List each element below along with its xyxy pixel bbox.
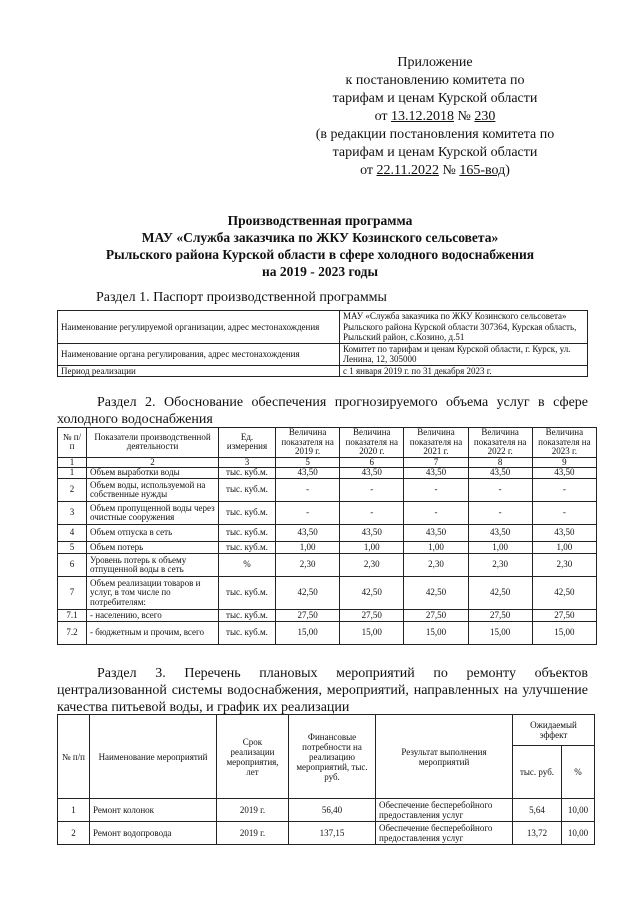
col-number: 2 <box>87 457 219 468</box>
row-number: 6 <box>58 554 87 577</box>
measure-term: 2019 г. <box>217 799 289 822</box>
effect-pct: 10,00 <box>562 822 595 845</box>
row-number: 7 <box>58 577 87 610</box>
indicator-value: 42,50 <box>404 577 468 610</box>
appendix-date-line <box>280 108 590 126</box>
indicator-value: 1,00 <box>276 542 340 554</box>
col-number: 1 <box>58 457 87 468</box>
passport-table <box>57 310 588 377</box>
col-header: Величина показателя на 2020 г. <box>340 428 404 458</box>
indicator-name: Объем потерь <box>87 542 219 554</box>
indicator-unit: % <box>219 554 276 577</box>
col-header: Величина показателя на 2023 г. <box>532 428 596 458</box>
indicator-value: 15,00 <box>532 622 596 645</box>
table-row <box>58 502 597 525</box>
indicator-value: - <box>340 502 404 525</box>
col-number: 3 <box>219 457 276 468</box>
col-header: тыс. руб. <box>513 746 562 799</box>
indicator-value: 43,50 <box>340 525 404 542</box>
indicator-value: 1,00 <box>468 542 532 554</box>
col-header: № п/п <box>58 428 87 458</box>
text-fragment: от <box>360 163 377 178</box>
measure-result: Обеспечение бесперебойного предоставления услуг <box>376 799 513 822</box>
row-number: 7.2 <box>58 622 87 645</box>
indicator-name: Объем пропущенной воды через очистные сооружения <box>87 502 219 525</box>
text-fragment: ) <box>505 163 510 178</box>
table-row <box>58 525 597 542</box>
indicator-value: 43,50 <box>404 525 468 542</box>
resolution-date: 13.12.2018 <box>391 109 455 124</box>
indicator-value: 1,00 <box>532 542 596 554</box>
row-number: 1 <box>58 799 90 822</box>
indicator-value: 43,50 <box>468 468 532 479</box>
row-number: 3 <box>58 502 87 525</box>
row-number: 2 <box>58 822 90 845</box>
indicator-value: 43,50 <box>532 468 596 479</box>
effect-rub: 13,72 <box>513 822 562 845</box>
indicator-unit: тыс. куб.м. <box>219 468 276 479</box>
col-number: 5 <box>276 457 340 468</box>
title-line: МАУ «Служба заказчика по ЖКУ Козинского сельсовета» <box>141 230 499 245</box>
indicator-value: - <box>340 479 404 502</box>
table-row <box>58 542 597 554</box>
text-fragment: от <box>374 109 392 124</box>
table-row <box>58 365 588 377</box>
indicator-unit: тыс. куб.м. <box>219 479 276 502</box>
column-number-row <box>58 457 597 468</box>
appendix-line: тарифам и ценам Курской области <box>332 145 538 160</box>
col-number: 8 <box>468 457 532 468</box>
table-row <box>58 622 597 645</box>
measure-finance: 137,15 <box>289 822 376 845</box>
section2-heading: Раздел 2. Обоснование обеспечения прогнозируемого объема услуг в сфере холодного водоснабжения <box>57 395 588 427</box>
title-line: Рыльского района Курской области в сфере холодного водоснабжения <box>105 247 535 262</box>
indicator-value: 43,50 <box>468 525 532 542</box>
measures-table <box>57 714 595 845</box>
appendix-line: к постановлению комитета по <box>345 73 525 88</box>
row-number: 4 <box>58 525 87 542</box>
col-header: Наименование мероприятий <box>90 715 217 799</box>
indicator-value: 15,00 <box>468 622 532 645</box>
indicator-value: 15,00 <box>404 622 468 645</box>
measures-body <box>58 799 595 845</box>
section1-heading: Раздел 1. Паспорт производственной программы <box>96 290 387 305</box>
table-row <box>58 554 597 577</box>
table-row <box>58 577 597 610</box>
measure-name: Ремонт водопровода <box>90 822 217 845</box>
indicator-value: 42,50 <box>340 577 404 610</box>
indicator-value: 2,30 <box>404 554 468 577</box>
indicator-value: 1,00 <box>404 542 468 554</box>
indicator-value: - <box>532 502 596 525</box>
indicator-value: 27,50 <box>404 610 468 622</box>
col-number: 6 <box>340 457 404 468</box>
indicator-value: 43,50 <box>276 468 340 479</box>
indicator-value: 15,00 <box>276 622 340 645</box>
col-header: Ожидаемый эффект <box>513 715 595 746</box>
text-fragment: № <box>438 163 460 178</box>
indicator-value: 2,30 <box>340 554 404 577</box>
indicator-value: 2,30 <box>468 554 532 577</box>
table-row <box>58 479 597 502</box>
row-number: 7.1 <box>58 610 87 622</box>
passport-value: Комитет по тарифам и ценам Курской области, г. Курск, ул. Ленина, 12, 305000 <box>340 343 588 365</box>
appendix-block <box>280 54 590 180</box>
table-row <box>58 468 597 479</box>
text-fragment: № <box>454 109 475 124</box>
indicator-unit: тыс. куб.м. <box>219 577 276 610</box>
col-header: Величина показателя на 2019 г. <box>276 428 340 458</box>
indicator-value: 43,50 <box>404 468 468 479</box>
indicator-name: Объем реализации товаров и услуг, в том числе по потребителям: <box>87 577 219 610</box>
indicators-body <box>58 468 597 645</box>
edit-number: 165-вод <box>459 163 506 178</box>
table-row <box>58 343 588 365</box>
indicator-name: - бюджетным и прочим, всего <box>87 622 219 645</box>
table-row <box>58 822 595 845</box>
col-header: № п/п <box>58 715 90 799</box>
indicator-unit: тыс. куб.м. <box>219 502 276 525</box>
resolution-number: 230 <box>474 109 496 124</box>
indicator-value: 2,30 <box>276 554 340 577</box>
passport-value: МАУ «Служба заказчика по ЖКУ Козинского сельсовета» Рыльского района Курской области 307364, Курская область, Рыльский район, с.Козино, д.51 <box>340 311 588 344</box>
indicator-value: 43,50 <box>532 525 596 542</box>
indicator-unit: тыс. куб.м. <box>219 622 276 645</box>
header-row <box>58 715 595 746</box>
indicator-value: 42,50 <box>532 577 596 610</box>
indicator-name: Уровень потерь к объему отпущенной воды в сеть <box>87 554 219 577</box>
indicator-value: 42,50 <box>276 577 340 610</box>
indicator-value: - <box>276 502 340 525</box>
measure-result: Обеспечение бесперебойного предоставления услуг <box>376 822 513 845</box>
col-number: 9 <box>532 457 596 468</box>
indicator-value: 15,00 <box>340 622 404 645</box>
indicator-value: - <box>468 479 532 502</box>
indicator-value: 43,50 <box>276 525 340 542</box>
col-header: Финансовые потребности на реализацию мероприятий, тыс. руб. <box>289 715 376 799</box>
indicator-unit: тыс. куб.м. <box>219 610 276 622</box>
indicator-name: - населению, всего <box>87 610 219 622</box>
program-title <box>0 212 640 280</box>
indicator-value: 27,50 <box>532 610 596 622</box>
appendix-line: (в редакции постановления комитета по <box>315 127 555 142</box>
measure-finance: 56,40 <box>289 799 376 822</box>
passport-label: Наименование органа регулирования, адрес местонахождения <box>58 343 340 365</box>
indicator-value: 27,50 <box>276 610 340 622</box>
col-header: Величина показателя на 2022 г. <box>468 428 532 458</box>
indicator-value: - <box>276 479 340 502</box>
appendix-line: Приложение <box>397 55 473 70</box>
row-number: 5 <box>58 542 87 554</box>
title-line: на 2019 - 2023 годы <box>261 264 379 279</box>
col-header: Величина показателя на 2021 г. <box>404 428 468 458</box>
section3-heading: Раздел 3. Перечень плановых мероприятий по ремонту объектов централизованной системы водоснабжения, мероприятий, направленных на улучшение качества питьевой воды, и график их реализации <box>57 666 588 715</box>
appendix-edit-line <box>280 162 590 180</box>
indicator-name: Объем отпуска в сеть <box>87 525 219 542</box>
title-line: Производственная программа <box>227 213 413 228</box>
effect-pct: 10,00 <box>562 799 595 822</box>
col-header: Ед. измерения <box>219 428 276 458</box>
passport-value: с 1 января 2019 г. по 31 декабря 2023 г. <box>340 365 588 377</box>
measure-name: Ремонт колонок <box>90 799 217 822</box>
indicator-name: Объем выработки воды <box>87 468 219 479</box>
indicator-value: 1,00 <box>340 542 404 554</box>
edit-date: 22.11.2022 <box>376 163 439 178</box>
indicator-value: - <box>468 502 532 525</box>
effect-rub: 5,64 <box>513 799 562 822</box>
col-header: Показатели производственной деятельности <box>87 428 219 458</box>
indicator-value: - <box>404 479 468 502</box>
indicator-value: 43,50 <box>340 468 404 479</box>
row-number: 1 <box>58 468 87 479</box>
indicator-value: 27,50 <box>468 610 532 622</box>
col-header: Срок реализации мероприятия, лет <box>217 715 289 799</box>
indicator-name: Объем воды, используемой на собственные нужды <box>87 479 219 502</box>
col-number: 7 <box>404 457 468 468</box>
measure-term: 2019 г. <box>217 822 289 845</box>
col-header: Результат выполнения мероприятий <box>376 715 513 799</box>
indicators-table <box>57 427 597 645</box>
table-row <box>58 311 588 344</box>
passport-label: Период реализации <box>58 365 340 377</box>
indicator-unit: тыс. куб.м. <box>219 542 276 554</box>
row-number: 2 <box>58 479 87 502</box>
indicator-value: 42,50 <box>468 577 532 610</box>
indicator-value: - <box>532 479 596 502</box>
table-row <box>58 610 597 622</box>
col-header: % <box>562 746 595 799</box>
indicator-value: 2,30 <box>532 554 596 577</box>
indicator-value: 27,50 <box>340 610 404 622</box>
table-row <box>58 799 595 822</box>
header-row <box>58 428 597 458</box>
indicator-value: - <box>404 502 468 525</box>
appendix-line: тарифам и ценам Курской области <box>332 91 538 106</box>
passport-label: Наименование регулируемой организации, адрес местонахождения <box>58 311 340 344</box>
indicator-unit: тыс. куб.м. <box>219 525 276 542</box>
